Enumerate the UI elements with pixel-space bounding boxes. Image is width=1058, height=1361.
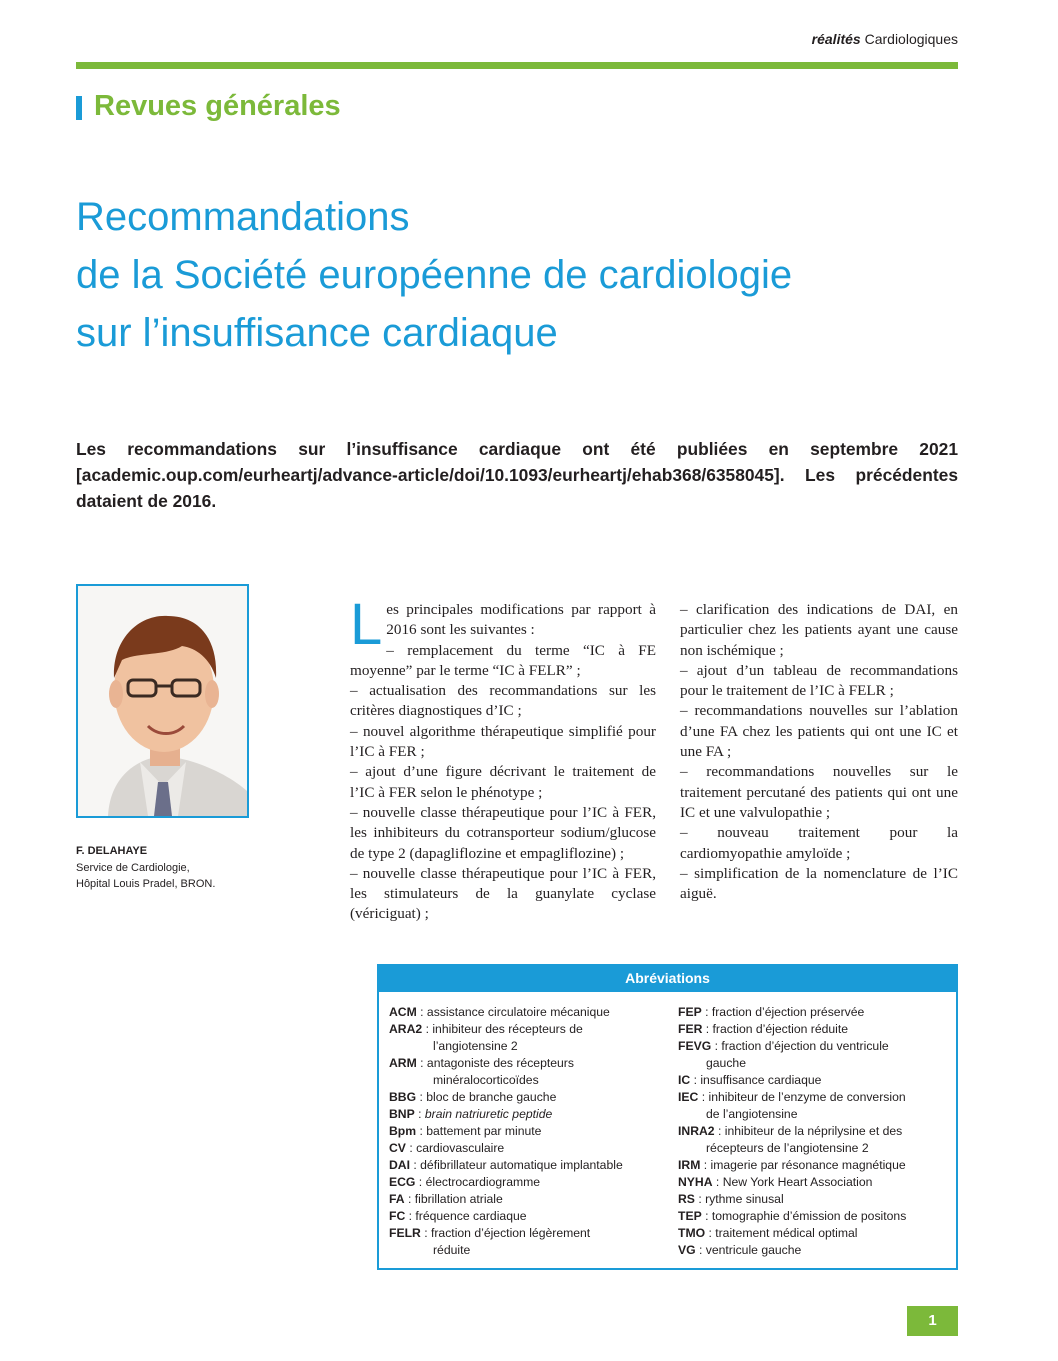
portrait-illustration [78, 586, 247, 816]
author-name: F. DELAHAYE [76, 845, 148, 857]
abbreviation-definition-continued: gauche [706, 1056, 746, 1070]
body-list-item: – recommandations nouvelles sur l’ablation d’une FA chez les patients qui ont une IC et une FA ; [680, 702, 958, 761]
abbreviation-definition-continued: minéralocorticoïdes [433, 1073, 539, 1087]
abbreviation-definition: : brain natriuretic peptide [414, 1107, 553, 1121]
abbreviation-definition-continued: de l’angiotensine [706, 1107, 798, 1121]
abbreviation-entry [389, 1106, 674, 1123]
abbreviation-definition: : inhibiteur des récepteurs de [422, 1022, 583, 1036]
abbreviation-definition-continued: l’angiotensine 2 [433, 1039, 518, 1053]
journal-header [812, 31, 958, 47]
abbreviation-definition: : fibrillation atriale [404, 1192, 503, 1206]
title-line: sur l’insuffisance cardiaque [76, 311, 558, 355]
abbreviation-entry [678, 1123, 950, 1157]
lede-paragraph: Les recommandations sur l’insuffisance cardiaque ont été publiées en septembre 2021 [academic.oup.com/eurheartj/advance-article/doi/10.1093/eurheartj/ehab368/6358045]. Les précédentes dataient de 2016. [76, 439, 958, 511]
abbreviation-entry [678, 1089, 950, 1123]
abbreviation-entry [389, 1140, 674, 1157]
abbreviation-term: FEP [678, 1005, 702, 1019]
abbreviation-definition: : bloc de branche gauche [416, 1090, 557, 1104]
abbreviations-title: Abréviations [377, 964, 958, 992]
abbreviation-term: IC [678, 1073, 691, 1087]
abbreviation-definition: : traitement médical optimal [705, 1226, 858, 1240]
abbreviation-term: FELR [389, 1226, 421, 1240]
abbreviation-definition: : New York Heart Association [712, 1175, 873, 1189]
abbreviations-list-left [389, 1004, 674, 1259]
abbreviation-entry [678, 1004, 950, 1021]
body-list-item: – simplification de la nomenclature de l’IC aiguë. [680, 864, 958, 903]
abbreviation-term: NYHA [678, 1175, 713, 1189]
journal-name: Cardiologiques [864, 31, 958, 47]
abbreviation-entry [389, 1225, 674, 1259]
abbreviation-term: RS [678, 1192, 695, 1206]
abbreviation-term: DAI [389, 1158, 410, 1172]
abbreviation-term: CV [389, 1141, 406, 1155]
abbreviation-term: ARM [389, 1056, 417, 1070]
abbreviation-definition-continued: réduite [433, 1243, 471, 1257]
abbreviation-entry [678, 1225, 950, 1242]
abbreviation-entry [678, 1072, 950, 1089]
section-marker [76, 96, 82, 120]
abbreviation-entry [678, 1038, 950, 1072]
body-list-item: – nouvelle classe thérapeutique pour l’IC à FER, les stimulateurs de la guanylate cyclase (vériciguat) ; [350, 864, 656, 923]
abbreviation-entry [389, 1089, 674, 1106]
title-line: Recommandations [76, 195, 410, 239]
abbreviation-definition: : fraction d’éjection préservée [701, 1005, 865, 1019]
abbreviation-term: FEVG [678, 1039, 712, 1053]
abbreviation-entry [389, 1055, 674, 1089]
abbreviation-definition: : insuffisance cardiaque [690, 1073, 822, 1087]
author-photo [76, 584, 249, 818]
abbreviation-definition: : inhibiteur de la néprilysine et des [714, 1124, 903, 1138]
body-paragraph: es principales modifications par rapport à 2016 sont les suivantes : [386, 601, 656, 639]
abbreviation-definition: : ventricule gauche [695, 1243, 802, 1257]
abbreviation-term: Bpm [389, 1124, 417, 1138]
page-number: 1 [907, 1306, 958, 1336]
abbreviation-entry [678, 1157, 950, 1174]
body-list-item: – nouvel algorithme thérapeutique simplifié pour l’IC à FER ; [350, 722, 656, 761]
abbreviation-term: VG [678, 1243, 696, 1257]
abbreviation-entry [389, 1157, 674, 1174]
abbreviation-definition-continued: récepteurs de l’angiotensine 2 [706, 1141, 869, 1155]
abbreviations-list-right [678, 1004, 950, 1259]
abbreviation-term: TMO [678, 1226, 706, 1240]
section-title: Revues générales [94, 90, 341, 122]
journal-name-bold: réalités [811, 31, 861, 47]
abbreviation-definition: : inhibiteur de l’enzyme de conversion [698, 1090, 906, 1104]
body-list-item: – nouvelle classe thérapeutique pour l’IC à FER, les inhibiteurs du cotransporteur sodium/glucose de type 2 (dapagliflozine et empagliflozine) ; [350, 803, 656, 862]
body-list-item: – nouveau traitement pour la cardiomyopathie amyloïde ; [680, 824, 958, 862]
drop-cap: L [350, 592, 383, 657]
abbreviation-term: ARA2 [389, 1022, 423, 1036]
abbreviation-definition: : assistance circulatoire mécanique [416, 1005, 610, 1019]
abbreviation-definition: : imagerie par résonance magnétique [700, 1158, 906, 1172]
abbreviation-definition: : fréquence cardiaque [405, 1209, 527, 1223]
body-column-2 [680, 600, 958, 904]
abbreviation-entry [678, 1208, 950, 1225]
body-list-item: – remplacement du terme “IC à FE moyenne” par le terme “IC à FELR” ; [350, 641, 656, 679]
author-affiliation-line: Hôpital Louis Pradel, BRON. [76, 878, 216, 890]
abbreviation-definition: : tomographie d’émission de positons [701, 1209, 907, 1223]
article-title [76, 188, 976, 362]
abbreviation-definition: : électrocardiogramme [415, 1175, 541, 1189]
abbreviation-entry [678, 1242, 950, 1259]
abbreviation-term: BBG [389, 1090, 417, 1104]
body-list-item: – ajout d’un tableau de recommandations pour le traitement de l’IC à FELR ; [680, 661, 958, 700]
abbreviation-definition: : cardiovasculaire [405, 1141, 505, 1155]
abbreviation-term: FA [389, 1192, 405, 1206]
body-list-item: – actualisation des recommandations sur les critères diagnostiques d’IC ; [350, 682, 656, 720]
body-list-item: – ajout d’une figure décrivant le traitement de l’IC à FER selon le phénotype ; [350, 763, 656, 801]
abbreviation-entry [389, 1174, 674, 1191]
abbreviation-term: ECG [389, 1175, 416, 1189]
abbreviation-entry [678, 1021, 950, 1038]
abbreviation-entry [389, 1021, 674, 1055]
abbreviation-entry [389, 1123, 674, 1140]
abbreviation-term: TEP [678, 1209, 702, 1223]
abbreviation-definition: : fraction d’éjection légèrement [420, 1226, 591, 1240]
body-list-item: – recommandations nouvelles sur le traitement percutané des patients qui ont une IC et une valvulopathie ; [680, 763, 958, 821]
body-list-item: – clarification des indications de DAI, en particulier chez les patients ayant une cause non ischémique ; [680, 601, 958, 659]
abbreviation-entry [389, 1004, 674, 1021]
title-line: de la Société européenne de cardiologie [76, 253, 793, 297]
abbreviation-definition-italic: brain natriuretic peptide [424, 1107, 553, 1121]
abbreviation-definition: : défibrillateur automatique implantable [410, 1158, 623, 1172]
abbreviation-definition: : fraction d’éjection du ventricule [711, 1039, 889, 1053]
abbreviation-definition: : battement par minute [416, 1124, 542, 1138]
abbreviation-term: INRA2 [678, 1124, 715, 1138]
abbreviation-entry [389, 1208, 674, 1225]
abbreviation-term: BNP [389, 1107, 415, 1121]
abbreviation-term: IEC [678, 1090, 699, 1104]
abbreviation-term: IRM [678, 1158, 701, 1172]
abbreviation-definition: : fraction d’éjection réduite [702, 1022, 849, 1036]
abbreviation-term: FC [389, 1209, 406, 1223]
abbreviation-entry [678, 1174, 950, 1191]
abbreviation-definition: : rythme sinusal [694, 1192, 784, 1206]
abbreviation-definition: : antagoniste des récepteurs [416, 1056, 574, 1070]
author-affiliation-line: Service de Cardiologie, [76, 862, 190, 874]
body-column-1 [350, 592, 656, 925]
abbreviation-term: ACM [389, 1005, 417, 1019]
header-rule [76, 62, 958, 69]
abbreviation-term: FER [678, 1022, 703, 1036]
abbreviation-entry [389, 1191, 674, 1208]
abbreviation-entry [678, 1191, 950, 1208]
